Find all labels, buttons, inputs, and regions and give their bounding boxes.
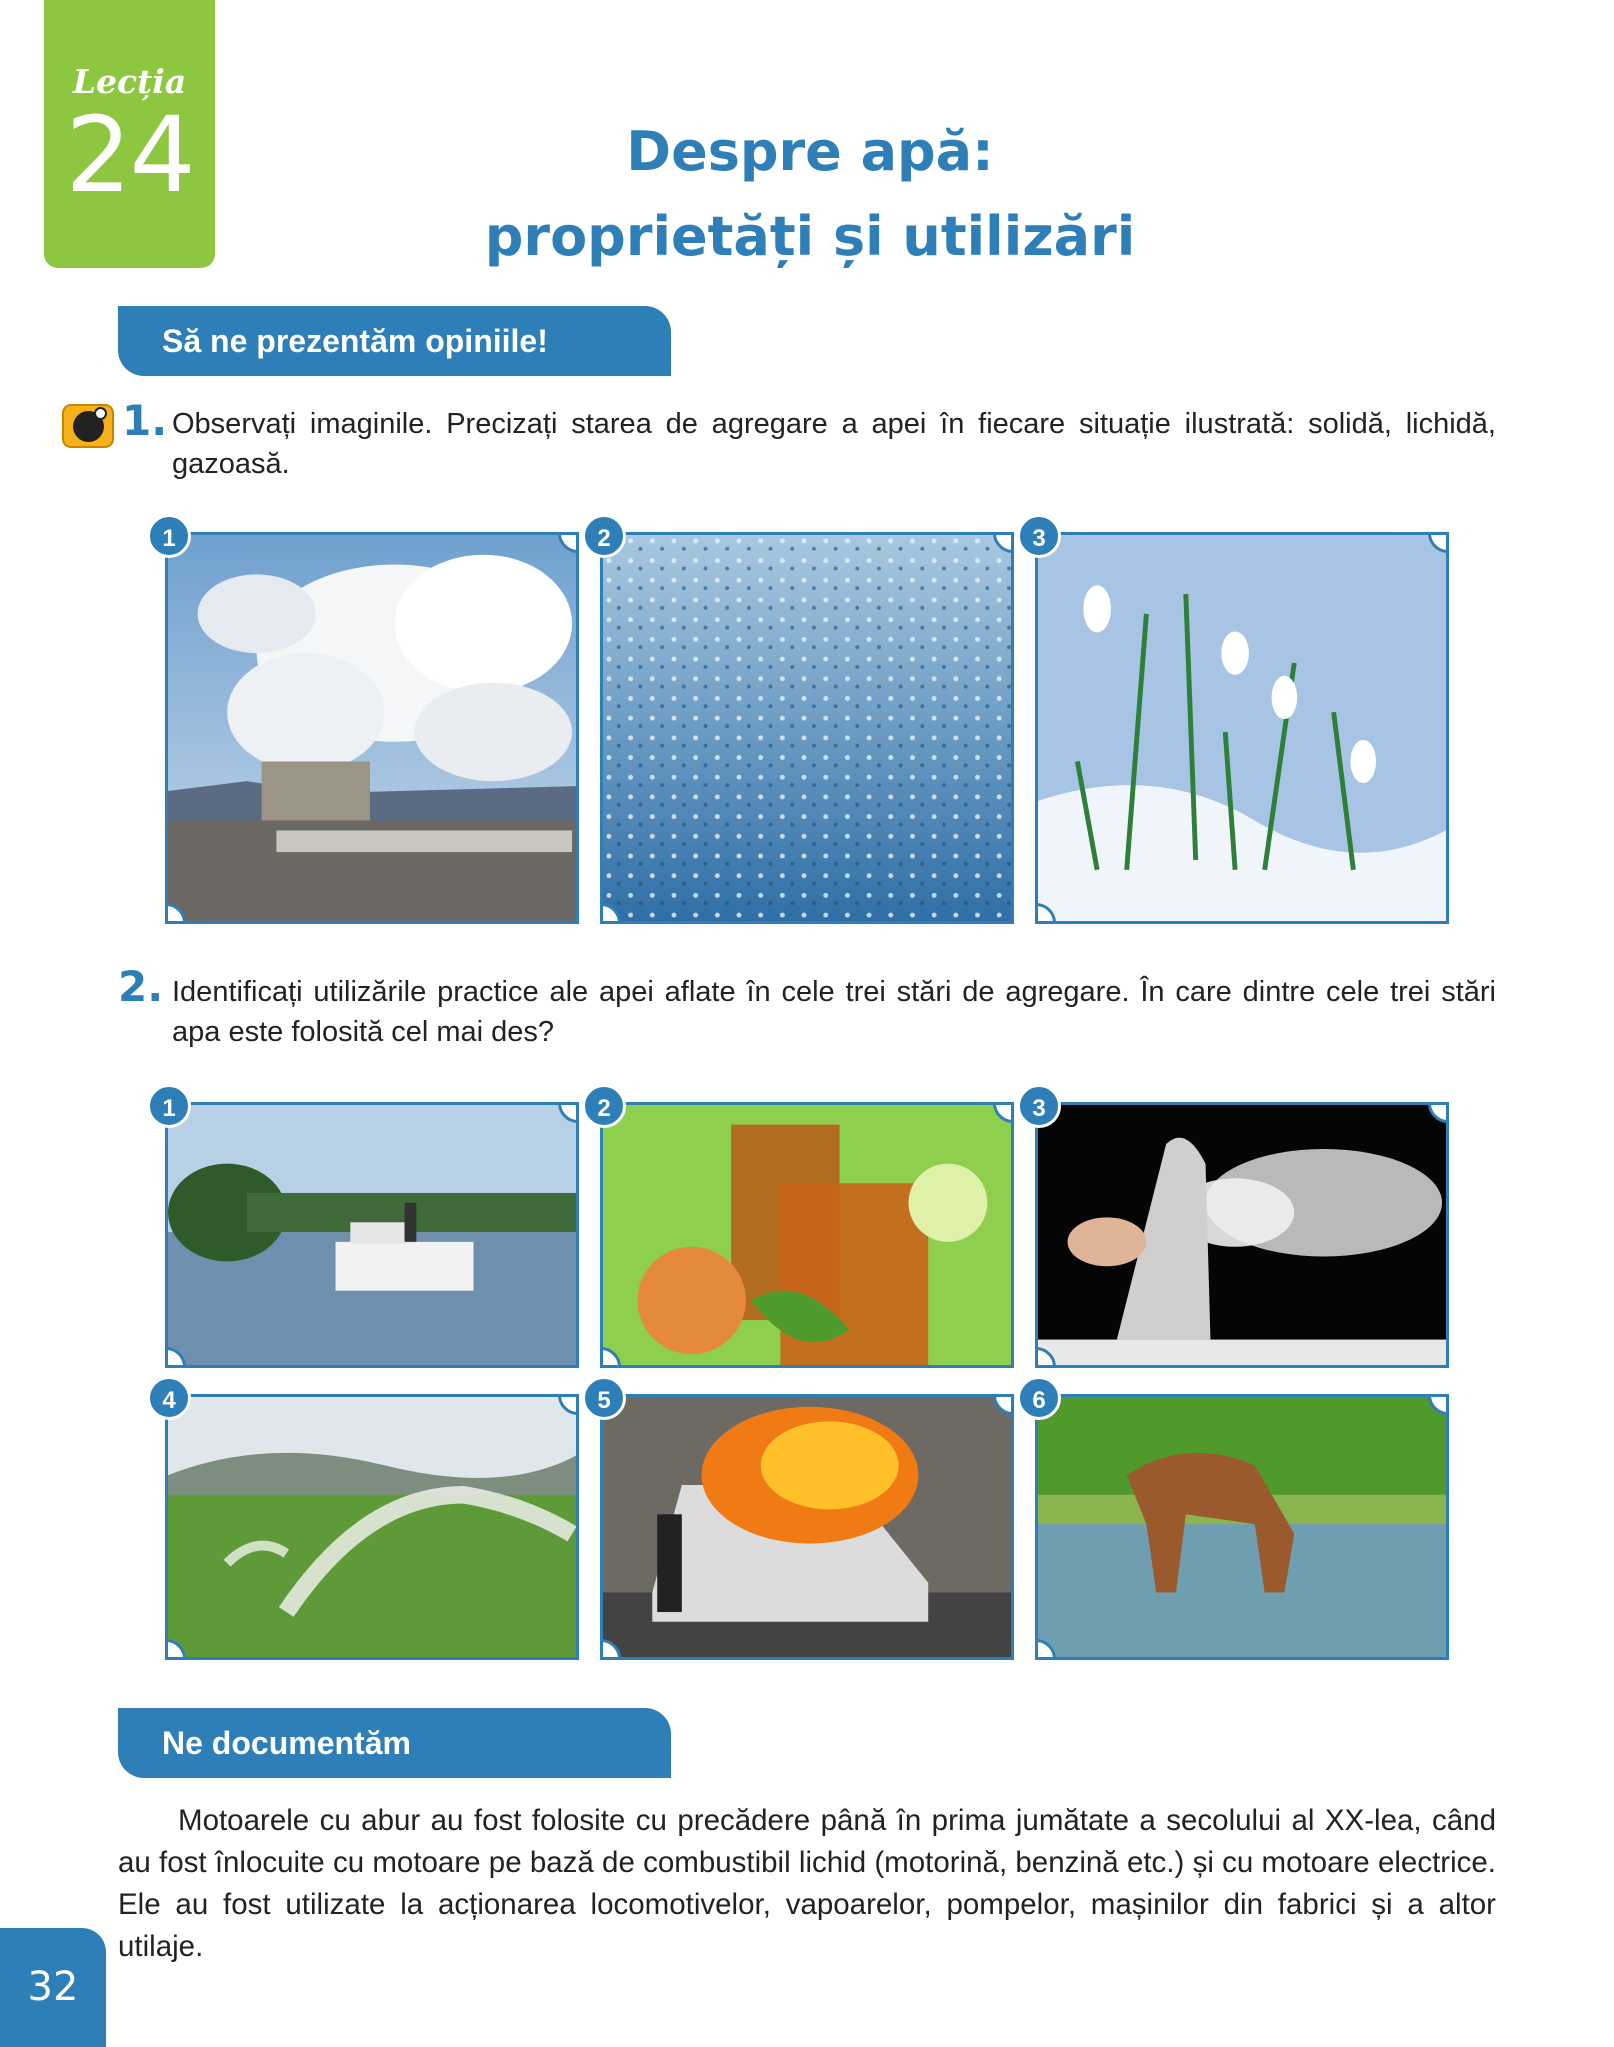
lesson-badge: [44, 0, 215, 268]
question2-number: 2.: [118, 962, 164, 1011]
question1-text: Observați imaginile. Precizați starea de agregare a apei în fiecare situație ilustrată: solidă, lichidă, gazoasă.: [172, 408, 1496, 480]
image-number-badge: 3: [1017, 514, 1061, 558]
image-number-badge: 2: [582, 1084, 626, 1128]
question1-number: 1.: [122, 396, 168, 445]
question2-text: Identificați utilizările practice ale apei aflate în cele trei stări de agregare. În care dintre cele trei stări apa este folosită cel mai des?: [172, 976, 1496, 1048]
section-header-research: Ne documentăm: [118, 1708, 671, 1778]
image-number-badge: 3: [1017, 1084, 1061, 1128]
photo-boat-on-river: [165, 1102, 579, 1368]
image-number-badge: 2: [582, 514, 626, 558]
section-header-opinions: Să ne prezentăm opiniile!: [118, 306, 671, 376]
discussion-icon: [62, 404, 114, 448]
photo-steam-iron: [1035, 1102, 1449, 1368]
image-number-badge: 6: [1017, 1376, 1061, 1420]
photo-firefighter: [600, 1394, 1014, 1660]
photo-steam-plant: [165, 532, 579, 924]
image-number-badge: 4: [147, 1376, 191, 1420]
image-number-badge: 5: [582, 1376, 626, 1420]
page-title-line1: Despre apă:: [626, 120, 994, 183]
photo-horse-drinking: [1035, 1394, 1449, 1660]
photo-iced-tea: [600, 1102, 1014, 1368]
page-title-line2: proprietăți și utilizări: [484, 205, 1136, 268]
page-number: 32: [0, 1928, 106, 2047]
photo-snowdrops: [1035, 532, 1449, 924]
lesson-word: Lecția: [72, 62, 187, 101]
lesson-number: 24: [65, 94, 194, 216]
info-paragraph: Motoarele cu abur au fost folosite cu precădere până în prima jumătate a secolului al XX-lea, când au fost înlocuite cu motoare pe bază de combustibil lichid (motorină, benzină etc.) și cu motoare electrice. Ele au fost utilizate la acționarea locomotivelor, vapoarelor, pompelor, mașinilor din fabrici și a altor utilaje.: [118, 1804, 1496, 1963]
image-number-badge: 1: [147, 1084, 191, 1128]
photo-water-droplets: [600, 532, 1014, 924]
image-number-badge: 1: [147, 514, 191, 558]
photo-sprinklers: [165, 1394, 579, 1660]
